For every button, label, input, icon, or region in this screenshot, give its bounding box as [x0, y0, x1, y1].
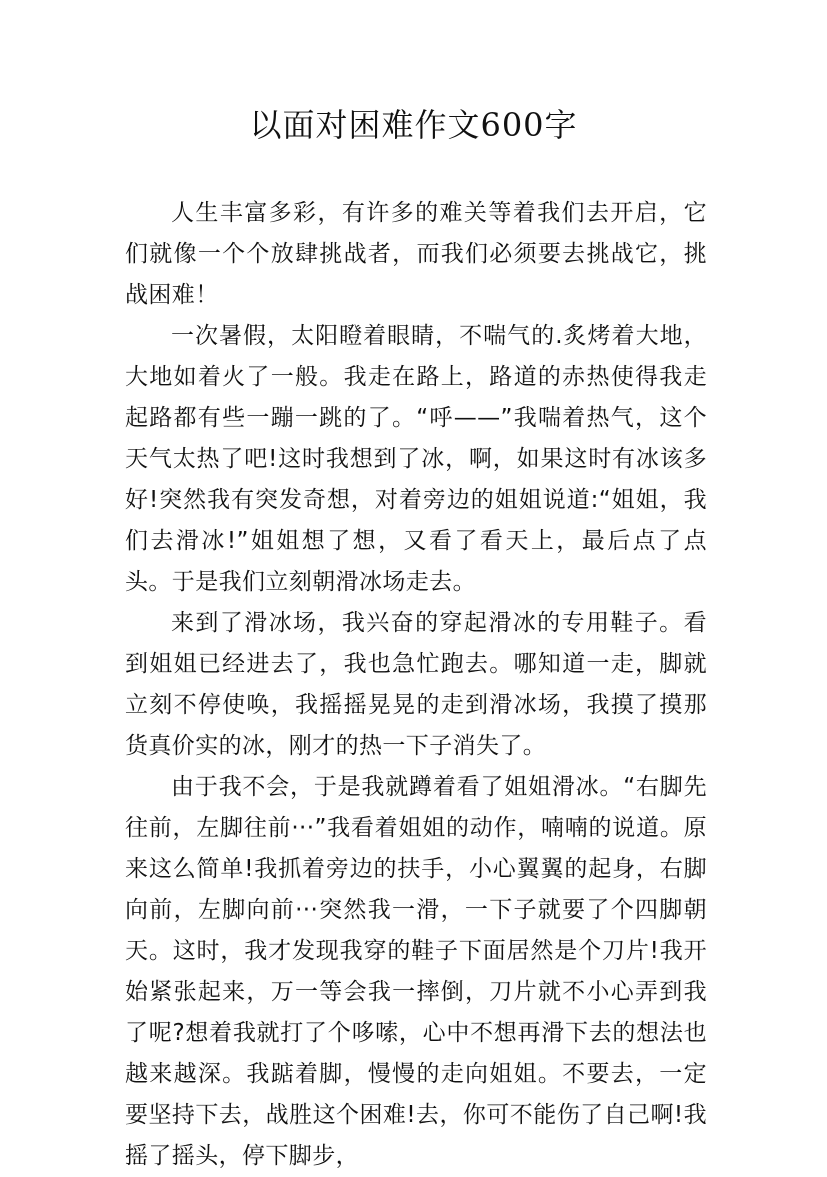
document-title: 以面对困难作文600字	[249, 106, 578, 144]
paragraph: 一次暑假，太阳瞪着眼睛，不喘气的.炙烤着大地，大地如着火了一般。我走在路上，路道的赤热使得我走起路都有些一蹦一跳的了。“呼——”我喘着热气，这个天气太热了吧!这时我想到了冰，啊，如果这时有冰该多好!突然我有突发奇想，对着旁边的姐姐说道:“姐姐，我们去滑冰!”姐姐想了想，又看了看天上，最后点了点头。于是我们立刻朝滑冰场走去。	[125, 323, 707, 595]
paragraph: 人生丰富多彩，有许多的难关等着我们去开启，它们就像一个个放肆挑战者，而我们必须要去挑战它，挑战困难！	[125, 200, 707, 308]
document-body	[125, 193, 707, 1177]
paragraph: 来到了滑冰场，我兴奋的穿起滑冰的专用鞋子。看到姐姐已经进去了，我也急忙跑去。哪知道一走，脚就立刻不停使唤，我摇摇晃晃的走到滑冰场，我摸了摸那货真价实的冰，刚才的热一下子消失了。	[125, 610, 707, 759]
paragraph: 由于我不会，于是我就蹲着看了姐姐滑冰。“右脚先往前，左脚往前···”我看着姐姐的动作，喃喃的说道。原来这么简单!我抓着旁边的扶手，小心翼翼的起身，右脚向前，左脚向前···突然我一滑，一下子就要了个四脚朝天。这时，我才发现我穿的鞋子下面居然是个刀片!我开始紧张起来，万一等会我一摔倒，刀片就不小心弄到我了呢?想着我就打了个哆嗦，心中不想再滑下去的想法也越来越深。我踮着脚，慢慢的走向姐姐。不要去，一定要坚持下去，战胜这个困难!去，你可不能伤了自己啊!我摇了摇头，停下脚步，	[125, 774, 707, 1169]
